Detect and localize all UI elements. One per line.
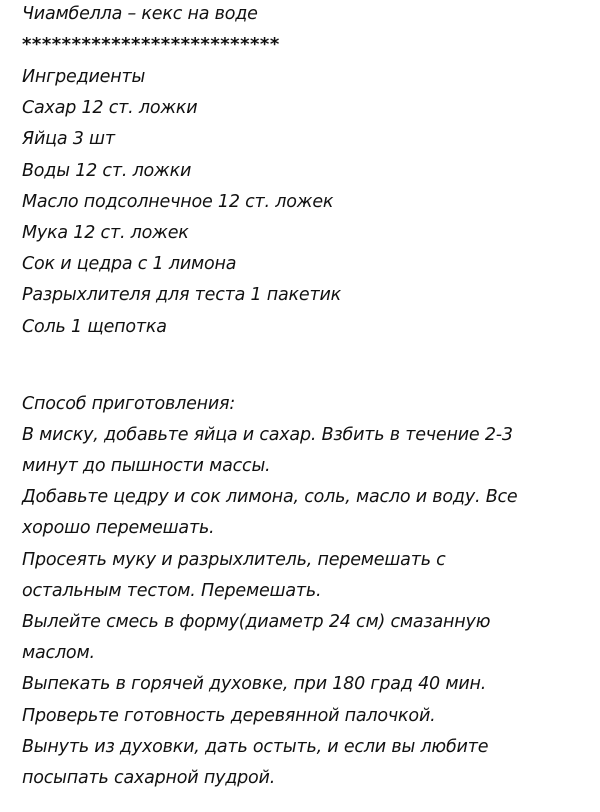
- ingredient-item: Яйца 3 шт: [22, 129, 115, 150]
- method-line: Выпекать в горячей духовке, при 180 град 40 мин.: [22, 674, 487, 695]
- method-line: остальным тестом. Перемешать.: [22, 580, 322, 601]
- method-line: Проверьте готовность деревянной палочкой.: [22, 705, 436, 726]
- method-line: В миску, добавьте яйца и сахар. Взбить в течение 2-3: [22, 424, 513, 445]
- method-line: Вынуть из духовки, дать остыть, и если вы любите: [22, 736, 489, 757]
- method-line: Добавьте цедру и сок лимона, соль, масло и воду. Все: [22, 487, 518, 508]
- ingredients-heading: Ингредиенты: [22, 67, 146, 87]
- method-line: минут до пышности массы.: [22, 456, 271, 477]
- method-line: хорошо перемешать.: [22, 518, 215, 539]
- method-heading: Способ приготовления:: [22, 393, 236, 414]
- ingredient-item: Масло подсолнечное 12 ст. ложек: [22, 191, 334, 212]
- method-line: посыпать сахарной пудрой.: [22, 767, 276, 788]
- section-gap: [22, 343, 592, 389]
- recipe-title: Чиамбелла – кекс на воде: [22, 4, 258, 24]
- separator-line: **************************: [22, 34, 280, 55]
- recipe-document: [22, 0, 592, 794]
- method-line: Просеять муку и разрыхлитель, перемешать с: [22, 549, 446, 570]
- ingredient-item: Воды 12 ст. ложки: [22, 160, 192, 181]
- method-line: маслом.: [22, 643, 95, 664]
- method-line: Вылейте смесь в форму(диаметр 24 см) смазанную: [22, 612, 491, 632]
- ingredient-item: Мука 12 ст. ложек: [22, 222, 189, 243]
- ingredient-item: Соль 1 щепотка: [22, 316, 167, 337]
- ingredient-item: Сок и цедра с 1 лимона: [22, 254, 237, 275]
- ingredient-item: Разрыхлителя для теста 1 пакетик: [22, 285, 342, 306]
- ingredient-item: Сахар 12 ст. ложки: [22, 98, 198, 119]
